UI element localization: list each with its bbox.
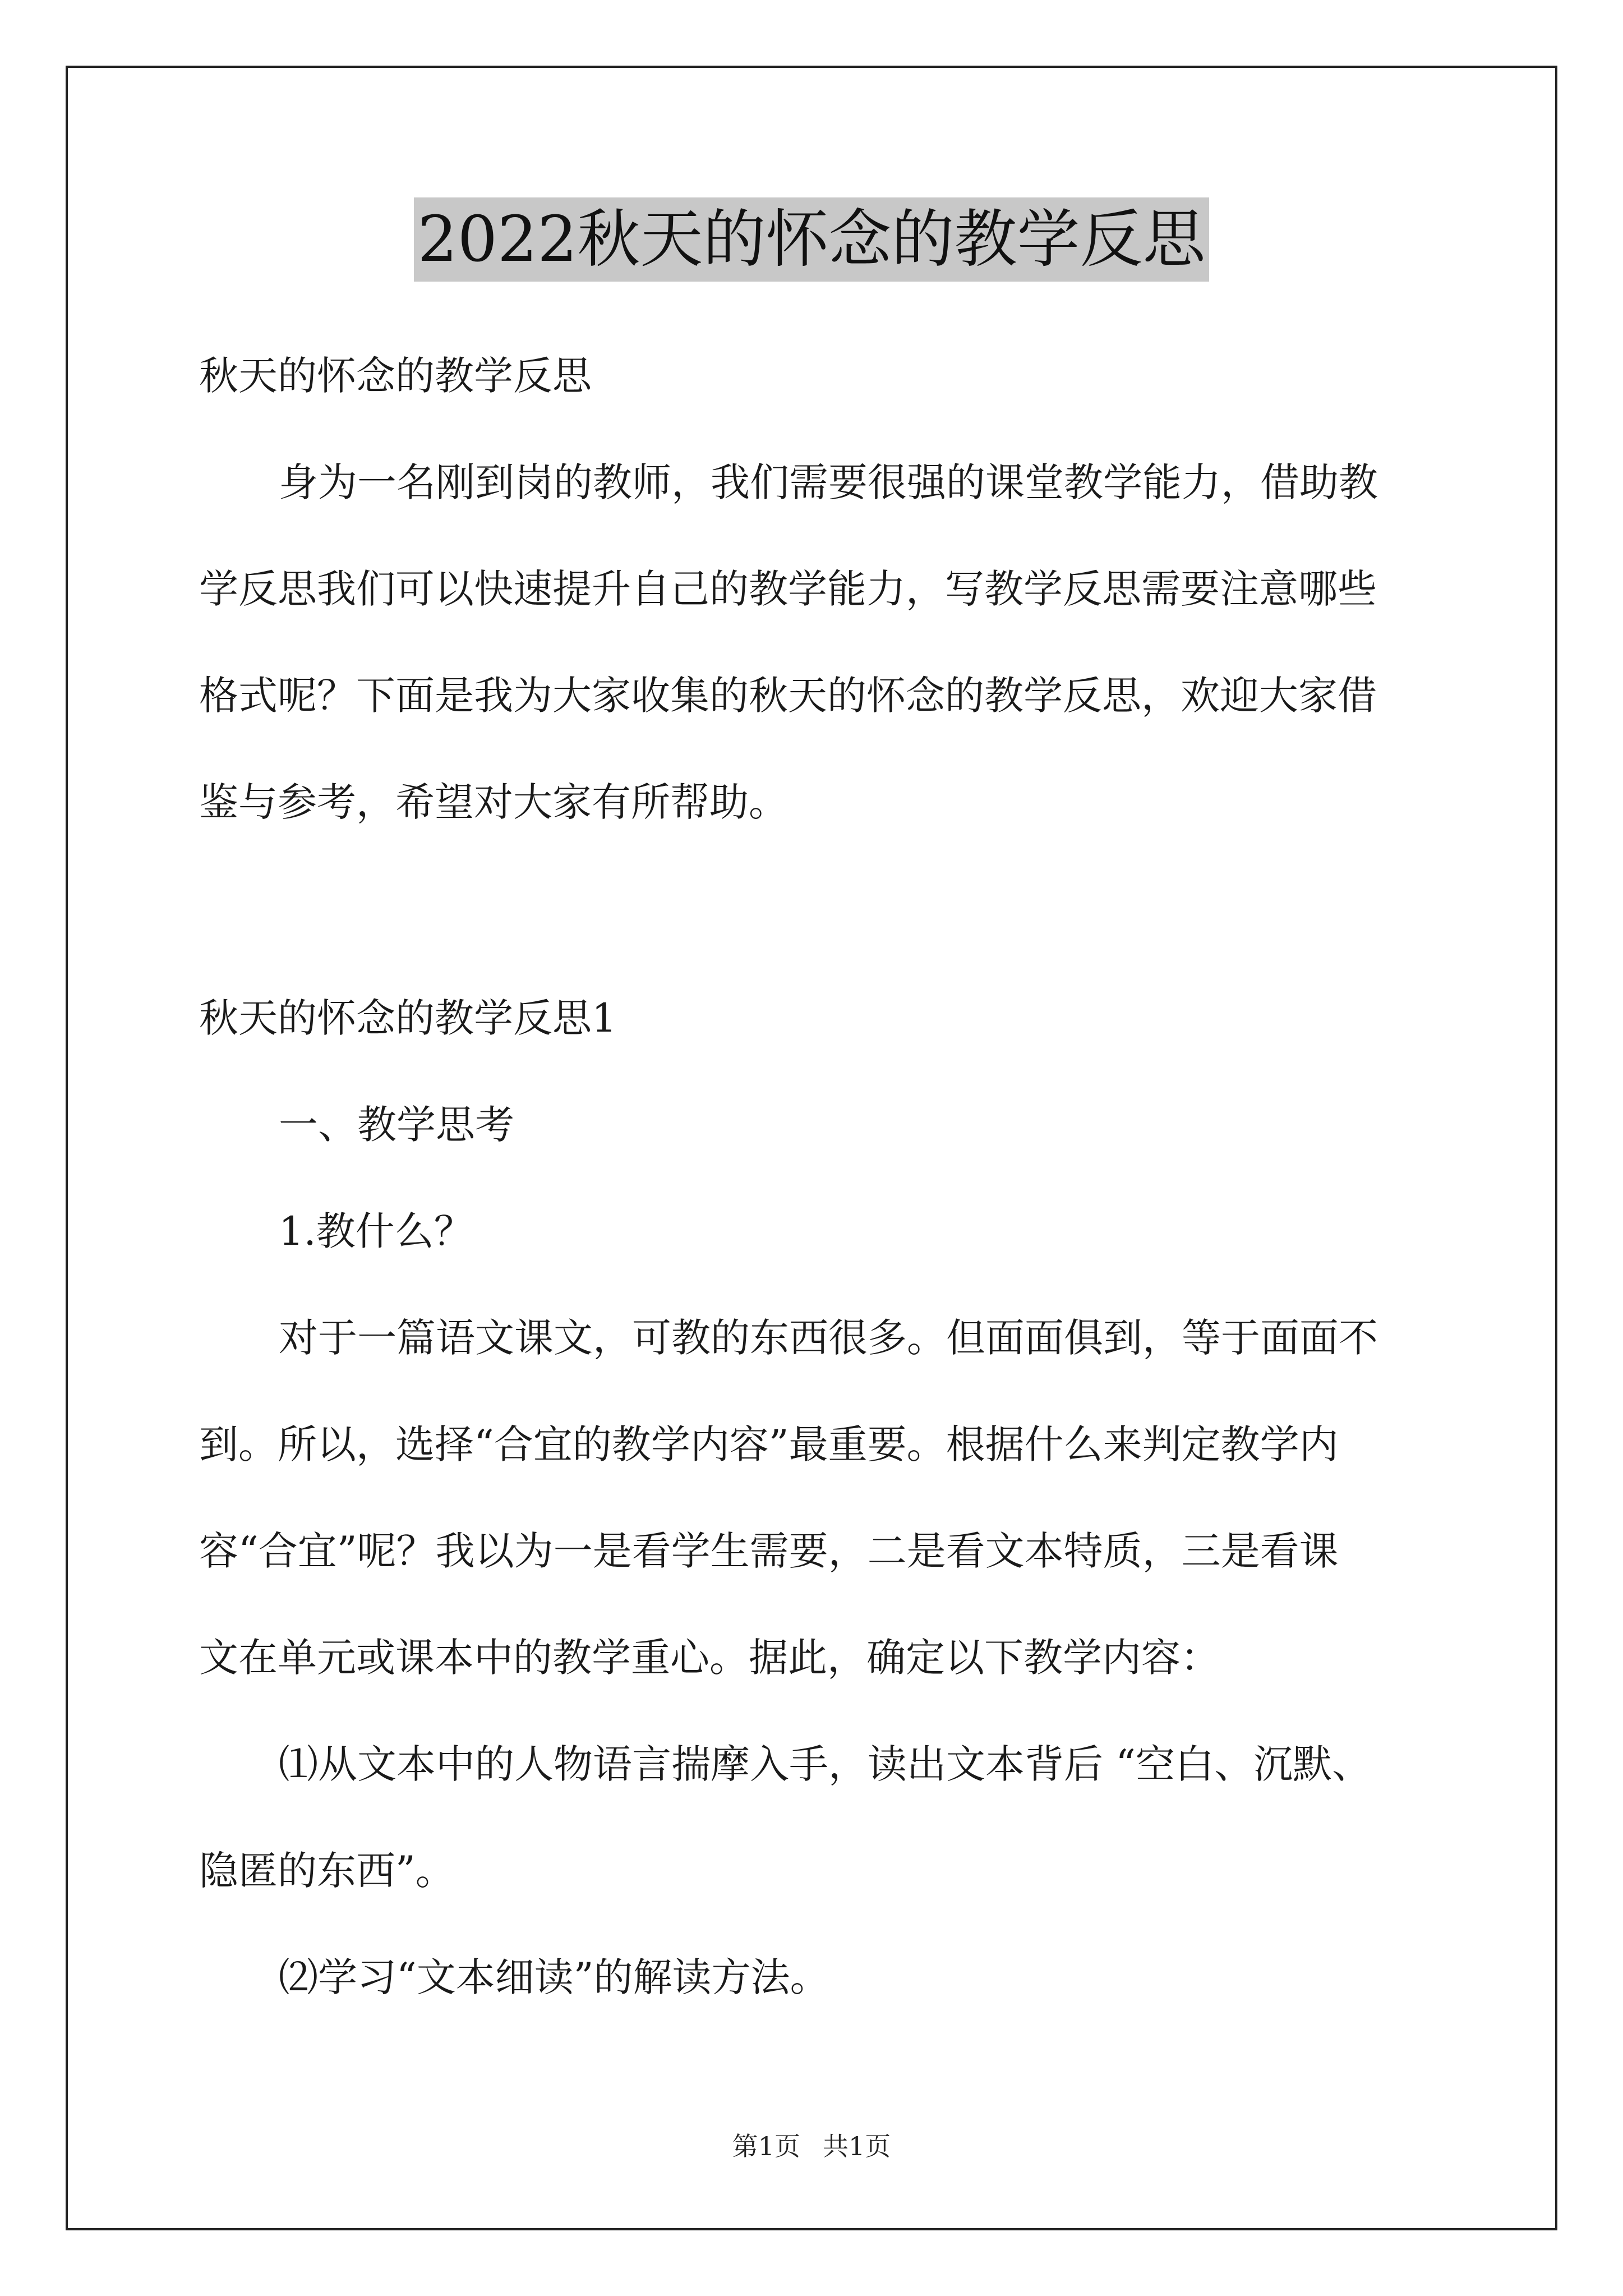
page-footer — [0, 2129, 1623, 2163]
text-line: 学反思我们可以快速提升自己的教学能力，写教学反思需要注意哪些 — [199, 566, 1377, 612]
text-line: 格式呢？下面是我为大家收集的秋天的怀念的教学反思，欢迎大家借 — [199, 673, 1377, 719]
text-line: 1.教什么？ — [279, 1208, 473, 1254]
text-line: ⑴从文本中的人物语言揣摩入手，读出文本背后 “空白、沉默、 — [279, 1741, 1372, 1787]
text-line: ⑵学习“文本细读”的解读方法。 — [279, 1954, 829, 2000]
text-line: 到。所以，选择“合宜的教学内容”最重要。根据什么来判定教学内 — [199, 1421, 1339, 1467]
title-container — [0, 197, 1623, 282]
page-number: 第1页 — [732, 2131, 800, 2161]
text-line: 鉴与参考，希望对大家有所帮助。 — [199, 779, 788, 825]
text-line: 一、教学思考 — [279, 1102, 514, 1148]
text-line: 秋天的怀念的教学反思1 — [199, 995, 617, 1041]
text-line: 隐匿的东西”。 — [199, 1848, 455, 1894]
document-title: 2022秋天的怀念的教学反思 — [414, 197, 1209, 282]
text-line: 文在单元或课本中的教学重心。据此，确定以下教学内容： — [199, 1635, 1220, 1681]
page-total: 共1页 — [823, 2131, 891, 2161]
text-line: 容“合宜”呢？我以为一是看学生需要，二是看文本特质，三是看课 — [199, 1528, 1339, 1574]
text-line: 对于一篇语文课文，可教的东西很多。但面面俱到，等于面面不 — [279, 1315, 1378, 1361]
text-line: 身为一名刚到岗的教师，我们需要很强的课堂教学能力，借助教 — [279, 459, 1378, 505]
text-line: 秋天的怀念的教学反思 — [199, 353, 592, 399]
